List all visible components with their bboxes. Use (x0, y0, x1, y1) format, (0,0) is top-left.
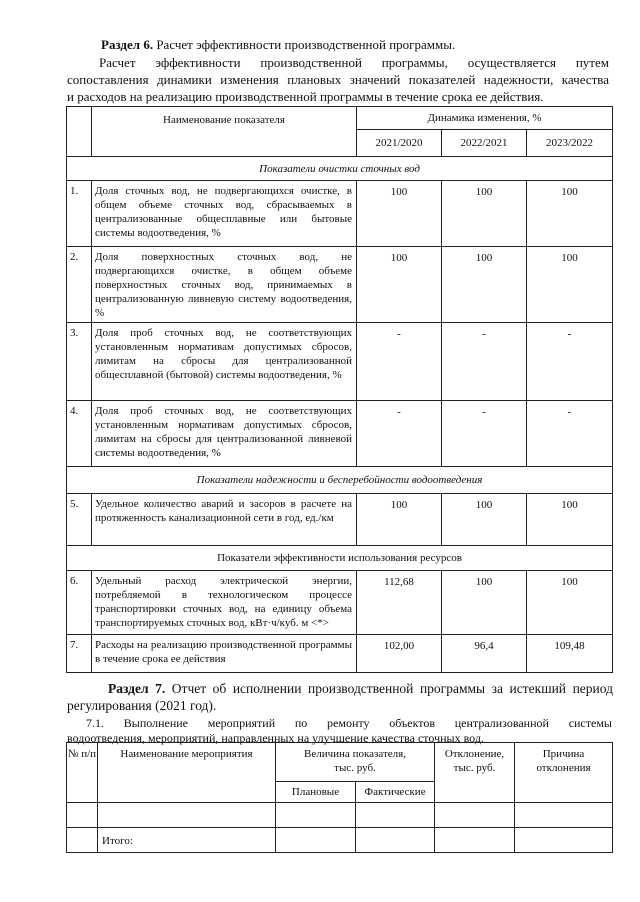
group-heading-reliability: Показатели надежности и бесперебойности водоотведения (67, 467, 613, 494)
row-indicator: Удельный расход электрической энергии, потребляемой в технологическом процессе транспортировки сточных вод, на единицу объема транспортируемых сточных вод, кВт·ч/куб. м <*> (92, 571, 357, 635)
table-row (67, 401, 613, 467)
row-value: - (527, 323, 613, 401)
row-value: - (442, 401, 527, 467)
row-indicator: Удельное количество аварий и засоров в расчете на протяженность канализационной сети в год, ед./км (92, 494, 357, 546)
row-number: 3. (67, 323, 92, 401)
row-value: 100 (442, 571, 527, 635)
row-value: 100 (357, 494, 442, 546)
section7-sub-line2: водоотведения, мероприятий, направленных на улучшение качества сточных вод. (67, 731, 484, 745)
header-measure-cell: Наименование мероприятия (98, 743, 276, 803)
group-heading-treatment: Показатели очистки сточных вод (67, 157, 613, 181)
row-indicator: Расходы на реализацию производственной программы в течение срока ее действия (92, 635, 357, 673)
header-num-cell: № п/п (67, 743, 98, 803)
row-value: 112,68 (357, 571, 442, 635)
group-heading-resources: Показатели эффективности использования ресурсов (67, 546, 613, 571)
section7-title-line1: Отчет об исполнении производственной программы за истекший период (165, 681, 613, 696)
row-number: 2. (67, 247, 92, 323)
header-fact-cell: Фактические (356, 782, 435, 803)
header-num-cell (67, 107, 92, 157)
header-dynamics-cell: Динамика изменения, % (357, 107, 613, 130)
header-value-cell: Величина показателя, тыс. руб. (276, 743, 435, 782)
header-year-3: 2023/2022 (527, 130, 613, 157)
header-plan-cell: Плановые (276, 782, 356, 803)
row-value: 100 (527, 494, 613, 546)
row-number: 6. (67, 571, 92, 635)
table-row (67, 828, 613, 853)
table-row (67, 635, 613, 673)
row-number: 1. (67, 181, 92, 247)
row-value: 100 (527, 571, 613, 635)
measures-table (66, 742, 613, 853)
table-row (67, 323, 613, 401)
section6-title: Расчет эффективности производственной программы. (153, 37, 456, 52)
table-row (67, 494, 613, 546)
row-value: 100 (442, 247, 527, 323)
section6-para-line2: сопоставления динамики изменения плановых значений показателей надежности, качества (67, 72, 609, 87)
efficiency-table (66, 106, 613, 673)
section6-para-line3: и расходов на реализацию производственной программы в течение срока ее действия. (67, 89, 544, 104)
row-indicator: Доля проб сточных вод, не соответствующих установленным нормативам допустимых сбросов, лимитам на сбросы для централизованной ливневой системы водоотведения, % (92, 401, 357, 467)
row-indicator: Доля сточных вод, не подвергающихся очистке, в общем объеме сточных вод, сбрасываемых в централизованные общесплавные или бытовые системы водоотведения, % (92, 181, 357, 247)
header-name-cell: Наименование показателя (92, 107, 357, 157)
header-reason-cell: Причина отклонения (515, 743, 613, 803)
row-value: - (357, 323, 442, 401)
section7-sub-line1: 7.1. Выполнение мероприятий по ремонту объектов централизованной системы (86, 716, 612, 730)
table-row (67, 247, 613, 323)
row-value: 100 (527, 247, 613, 323)
table-row (67, 803, 613, 828)
row-value: 102,00 (357, 635, 442, 673)
table-row (67, 571, 613, 635)
row-value: 109,48 (527, 635, 613, 673)
row-number: 7. (67, 635, 92, 673)
total-label: Итого: (98, 828, 276, 853)
row-value: 100 (357, 247, 442, 323)
row-number: 5. (67, 494, 92, 546)
row-value: 100 (442, 181, 527, 247)
row-indicator: Доля проб сточных вод, не соответствующих установленным нормативам допустимых сбросов, лимитам на сбросы для централизованной общесплавной (бытовой) системы водоотведения, % (92, 323, 357, 401)
section6-para-line1: Расчет эффективности производственной программы, осуществляется путем (99, 55, 609, 70)
row-value: - (527, 401, 613, 467)
section6-heading-line (101, 36, 581, 53)
section7-heading: Раздел 7. (108, 681, 166, 696)
row-value: - (357, 401, 442, 467)
row-number: 4. (67, 401, 92, 467)
row-value: - (442, 323, 527, 401)
section6-heading: Раздел 6. (101, 37, 154, 52)
row-value: 100 (357, 181, 442, 247)
row-indicator: Доля поверхностных сточных вод, не подвергающихся очистке, в общем объеме поверхностных сточных вод, принимаемых в централизованную ливневую систему водоотведения, % (92, 247, 357, 323)
header-year-1: 2021/2020 (357, 130, 442, 157)
section7-heading-line (108, 680, 613, 697)
row-value: 100 (442, 494, 527, 546)
header-deviation-cell: Отклонение, тыс. руб. (435, 743, 515, 803)
row-value: 100 (527, 181, 613, 247)
row-value: 96,4 (442, 635, 527, 673)
table-row (67, 181, 613, 247)
header-year-2: 2022/2021 (442, 130, 527, 157)
section7-title-line2: регулирования (2021 год). (67, 698, 217, 713)
